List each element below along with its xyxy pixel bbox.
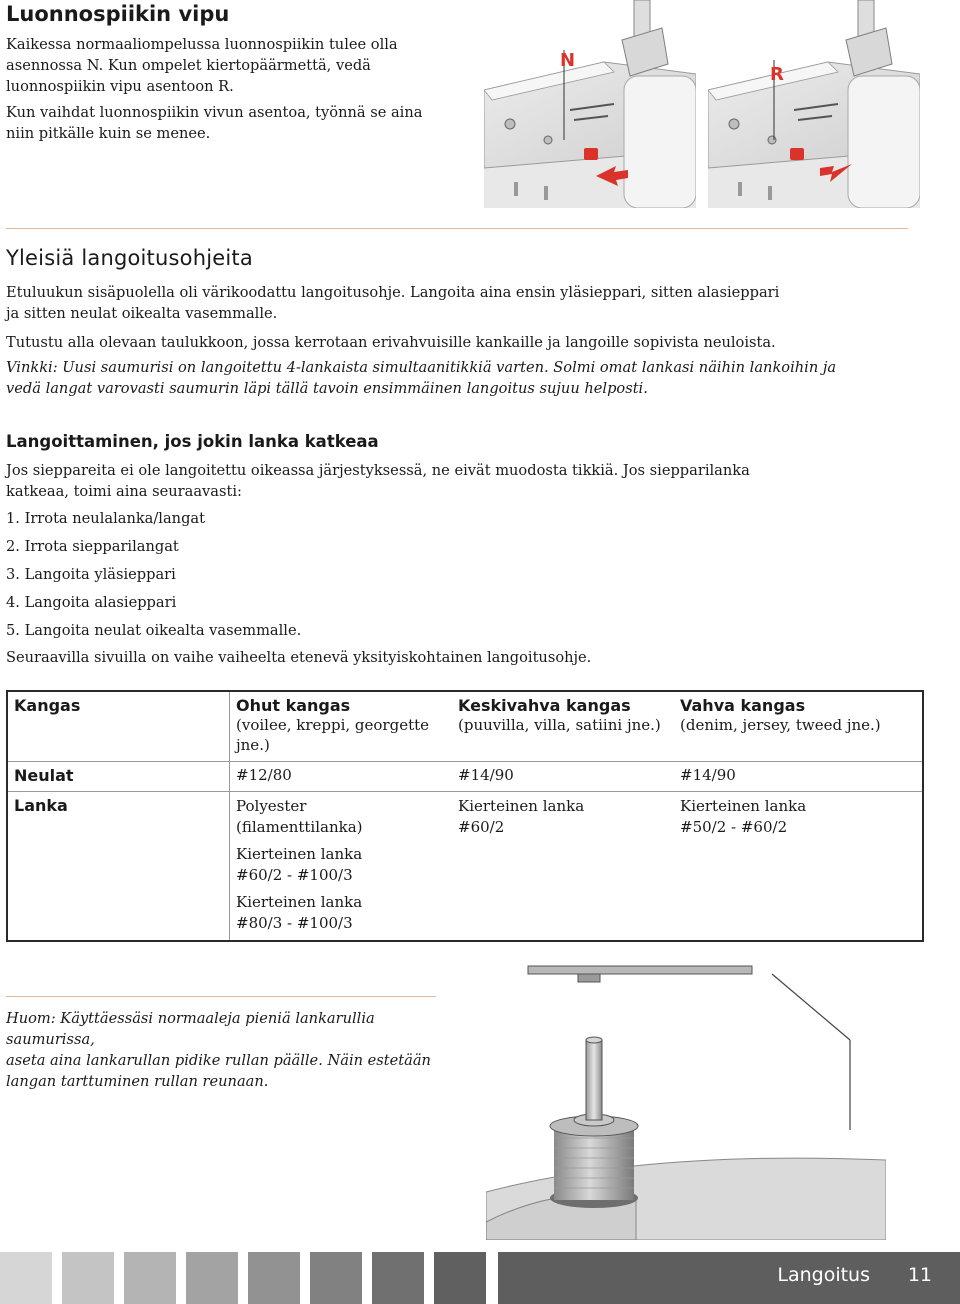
footer-square	[0, 1252, 52, 1304]
text-line: luonnospiikin vipu asentoon R.	[6, 78, 234, 95]
col-sub-medium: (puuvilla, villa, satiini jne.)	[458, 716, 661, 734]
cell-heavy-fabric	[674, 691, 923, 762]
footer-square	[62, 1252, 114, 1304]
table-row-thread	[7, 792, 923, 942]
section-title-broken-thread: Langoittaminen, jos jokin lanka katkeaa	[6, 432, 379, 451]
step-item: 3. Langoita yläsieppari	[6, 566, 176, 583]
section-title-threading-general: Yleisiä langoitusohjeita	[6, 246, 253, 270]
text-line: katkeaa, toimi aina seuraavasti:	[6, 483, 242, 500]
footer-square	[124, 1252, 176, 1304]
needle-lever-figure-n	[484, 0, 696, 208]
section-title-needle-lever: Luonnospiikin vipu	[6, 2, 230, 26]
text-line: aseta aina lankarullan pidike rullan päälle. Näin estetään	[6, 1052, 431, 1069]
cell-thread-light	[230, 792, 453, 942]
figure-label-n: N	[560, 50, 576, 71]
step-item: 4. Langoita alasieppari	[6, 594, 177, 611]
cell-light-fabric	[230, 691, 453, 762]
text-line: Etuluukun sisäpuolella oli värikoodattu langoitusohje. Langoita aina ensin yläsieppari, sitten alasieppari	[6, 284, 780, 301]
footer-square	[434, 1252, 486, 1304]
text-line: Huom: Käyttäessäsi normaaleja pieniä lankarullia saumurissa,	[6, 1010, 375, 1048]
step-item: 2. Irrota siepparilangat	[6, 538, 179, 555]
threading-tip	[6, 357, 926, 399]
col-sub-heavy: (denim, jersey, tweed jne.)	[680, 716, 881, 734]
page-number: 11	[907, 1264, 932, 1286]
thread-line: #50/2 - #60/2	[680, 818, 788, 836]
thread-line: Kierteinen lanka	[458, 797, 585, 815]
cell-needle-heavy: #14/90	[680, 766, 736, 784]
needle-lever-paragraph-1	[6, 34, 466, 97]
footer-bar	[498, 1252, 960, 1304]
needle-lever-paragraph-2	[6, 102, 466, 144]
cell-needle-medium: #14/90	[458, 766, 514, 784]
threading-paragraph-2: Tutustu alla olevaan taulukkoon, jossa kerrotaan erivahvuisille kankaille ja langoille sopivista neuloista.	[6, 334, 776, 351]
thread-line: #80/3 - #100/3	[236, 914, 353, 932]
thread-line: #60/2 - #100/3	[236, 866, 353, 884]
spool-note	[6, 1008, 446, 1092]
row-label-needles: Neulat	[7, 762, 230, 792]
row-label-fabric: Kangas	[7, 691, 230, 762]
col-title-medium: Keskivahva kangas	[458, 696, 631, 715]
spool-figure	[486, 960, 886, 1240]
text-line: langan tarttuminen rullan reunaan.	[6, 1073, 269, 1090]
figure-label-r: R	[770, 64, 784, 85]
broken-thread-outro: Seuraavilla sivuilla on vaihe vaiheelta etenevä yksityiskohtainen langoitusohje.	[6, 649, 592, 666]
thread-line: (filamenttilanka)	[236, 818, 363, 836]
col-title-heavy: Vahva kangas	[680, 696, 806, 715]
col-sub-light: jne.)	[236, 736, 270, 754]
step-item: 5. Langoita neulat oikealta vasemmalle.	[6, 622, 302, 639]
text-line: ja sitten neulat oikealta vasemmalle.	[6, 305, 278, 322]
footer-square	[310, 1252, 362, 1304]
thread-line: Kierteinen lanka	[236, 893, 363, 911]
cell-thread-medium	[452, 792, 674, 942]
thread-line: #60/2	[458, 818, 505, 836]
text-line: asennossa N. Kun ompelet kiertopäärmettä, vedä	[6, 57, 371, 74]
table-row-header	[7, 691, 923, 762]
note-divider	[6, 996, 436, 997]
broken-thread-steps	[6, 508, 606, 648]
text-line: niin pitkälle kuin se menee.	[6, 125, 211, 142]
footer-square	[248, 1252, 300, 1304]
step-item: 1. Irrota neulalanka/langat	[6, 510, 205, 527]
col-sub-light: (voilee, kreppi, georgette	[236, 716, 430, 734]
col-title-light: Ohut kangas	[236, 696, 351, 715]
text-line: Kun vaihdat luonnospiikin vivun asentoa, työnnä se aina	[6, 104, 423, 121]
row-label-thread: Lanka	[7, 792, 230, 942]
thread-line: Kierteinen lanka	[236, 845, 363, 863]
footer-square	[186, 1252, 238, 1304]
cell-thread-heavy	[674, 792, 923, 942]
cell-needle-light: #12/80	[236, 766, 292, 784]
thread-line: Kierteinen lanka	[680, 797, 807, 815]
table-row-needles	[7, 762, 923, 792]
text-line: vedä langat varovasti saumurin läpi tällä tavoin ensimmäinen langoitus sujuu helposti.	[6, 380, 648, 397]
needle-thread-table	[6, 690, 924, 942]
needle-lever-figure-r	[708, 0, 920, 208]
text-line: Jos sieppareita ei ole langoitettu oikeassa järjestyksessä, ne eivät muodosta tikkiä. Jos siepparilanka	[6, 462, 750, 479]
text-line: Kaikessa normaaliompelussa luonnospiikin tulee olla	[6, 36, 398, 53]
broken-thread-intro	[6, 460, 926, 502]
cell-medium-fabric	[452, 691, 674, 762]
section-divider	[6, 228, 908, 229]
thread-line: Polyester	[236, 797, 307, 815]
footer-section-label: Langoitus	[777, 1264, 870, 1286]
text-line: Vinkki: Uusi saumurisi on langoitettu 4-lankaista simultaanitikkiä varten. Solmi omat lankasi näihin lankoihin ja	[6, 359, 837, 376]
footer-square	[372, 1252, 424, 1304]
threading-paragraph-1	[6, 282, 926, 324]
